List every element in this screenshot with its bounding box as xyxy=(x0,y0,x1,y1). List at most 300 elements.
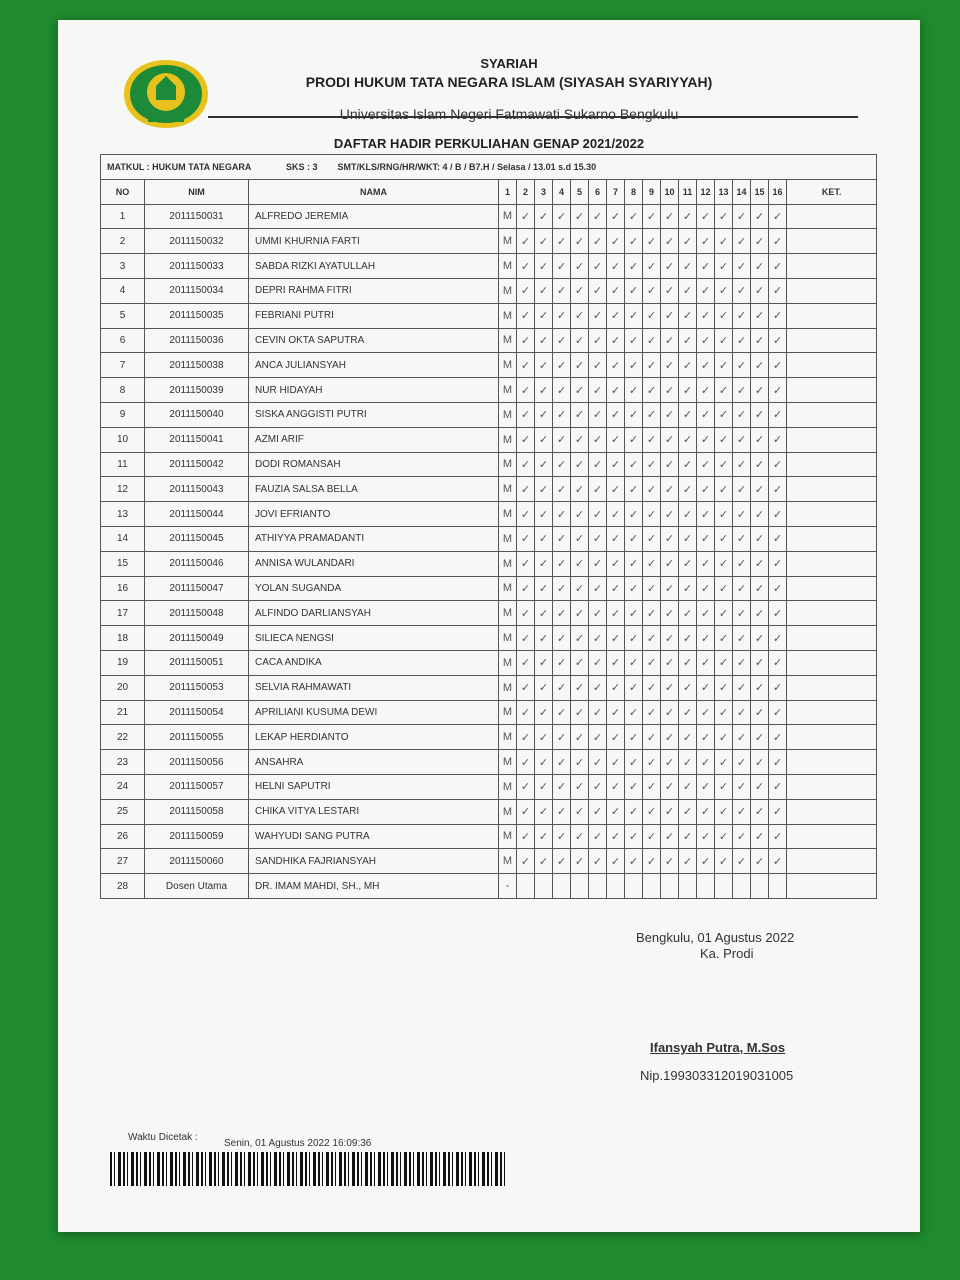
session-mark: M xyxy=(499,254,517,279)
session-empty xyxy=(733,874,751,899)
check-icon: ✓ xyxy=(535,526,553,551)
session-mark: M xyxy=(499,278,517,303)
check-icon: ✓ xyxy=(607,576,625,601)
university-heading: Universitas Islam Negeri Fatmawati Sukarno Bengkulu xyxy=(339,106,679,122)
check-icon: ✓ xyxy=(697,551,715,576)
check-icon: ✓ xyxy=(535,675,553,700)
check-icon: ✓ xyxy=(625,328,643,353)
col-session: 2 xyxy=(517,179,535,204)
check-icon: ✓ xyxy=(517,402,535,427)
check-icon: ✓ xyxy=(751,477,769,502)
session-empty xyxy=(643,874,661,899)
row-ket xyxy=(787,824,877,849)
check-icon: ✓ xyxy=(751,427,769,452)
check-icon: ✓ xyxy=(607,700,625,725)
row-name: WAHYUDI SANG PUTRA xyxy=(249,824,499,849)
check-icon: ✓ xyxy=(679,502,697,527)
row-no: 10 xyxy=(101,427,145,452)
check-icon: ✓ xyxy=(679,427,697,452)
check-icon: ✓ xyxy=(535,353,553,378)
check-icon: ✓ xyxy=(733,378,751,403)
check-icon: ✓ xyxy=(643,477,661,502)
check-icon: ✓ xyxy=(589,675,607,700)
row-no: 17 xyxy=(101,601,145,626)
session-mark: M xyxy=(499,204,517,229)
table-row xyxy=(101,303,877,328)
check-icon: ✓ xyxy=(661,204,679,229)
row-ket xyxy=(787,278,877,303)
table-row xyxy=(101,526,877,551)
check-icon: ✓ xyxy=(625,725,643,750)
check-icon: ✓ xyxy=(625,700,643,725)
check-icon: ✓ xyxy=(553,601,571,626)
check-icon: ✓ xyxy=(517,303,535,328)
table-row xyxy=(101,551,877,576)
session-empty xyxy=(625,874,643,899)
row-name: FAUZIA SALSA BELLA xyxy=(249,477,499,502)
check-icon: ✓ xyxy=(643,774,661,799)
row-no: 18 xyxy=(101,626,145,651)
check-icon: ✓ xyxy=(733,278,751,303)
check-icon: ✓ xyxy=(715,477,733,502)
check-icon: ✓ xyxy=(571,650,589,675)
check-icon: ✓ xyxy=(553,303,571,328)
header-rule xyxy=(208,116,858,118)
row-ket xyxy=(787,626,877,651)
check-icon: ✓ xyxy=(553,204,571,229)
check-icon: ✓ xyxy=(733,303,751,328)
check-icon: ✓ xyxy=(553,849,571,874)
check-icon: ✓ xyxy=(625,402,643,427)
check-icon: ✓ xyxy=(751,303,769,328)
check-icon: ✓ xyxy=(697,700,715,725)
check-icon: ✓ xyxy=(751,551,769,576)
check-icon: ✓ xyxy=(697,750,715,775)
session-mark: M xyxy=(499,378,517,403)
table-row xyxy=(101,204,877,229)
check-icon: ✓ xyxy=(643,750,661,775)
check-icon: ✓ xyxy=(751,328,769,353)
row-no: 15 xyxy=(101,551,145,576)
check-icon: ✓ xyxy=(643,353,661,378)
check-icon: ✓ xyxy=(517,229,535,254)
check-icon: ✓ xyxy=(589,650,607,675)
session-mark: - xyxy=(499,874,517,899)
col-session: 10 xyxy=(661,179,679,204)
check-icon: ✓ xyxy=(643,254,661,279)
check-icon: ✓ xyxy=(607,353,625,378)
check-icon: ✓ xyxy=(571,824,589,849)
barcode-icon xyxy=(110,1152,506,1186)
row-no: 28 xyxy=(101,874,145,899)
check-icon: ✓ xyxy=(517,526,535,551)
check-icon: ✓ xyxy=(589,849,607,874)
check-icon: ✓ xyxy=(697,353,715,378)
check-icon: ✓ xyxy=(643,402,661,427)
check-icon: ✓ xyxy=(661,427,679,452)
check-icon: ✓ xyxy=(517,353,535,378)
check-icon: ✓ xyxy=(589,502,607,527)
row-nim: 2011150054 xyxy=(145,700,249,725)
col-session: 13 xyxy=(715,179,733,204)
check-icon: ✓ xyxy=(517,204,535,229)
course-info-row xyxy=(101,155,877,180)
check-icon: ✓ xyxy=(751,278,769,303)
row-nim: 2011150048 xyxy=(145,601,249,626)
row-ket xyxy=(787,874,877,899)
check-icon: ✓ xyxy=(517,328,535,353)
session-empty xyxy=(535,874,553,899)
check-icon: ✓ xyxy=(571,328,589,353)
check-icon: ✓ xyxy=(697,650,715,675)
col-ket: KET. xyxy=(787,179,877,204)
check-icon: ✓ xyxy=(589,204,607,229)
check-icon: ✓ xyxy=(733,452,751,477)
check-icon: ✓ xyxy=(769,204,787,229)
check-icon: ✓ xyxy=(517,278,535,303)
check-icon: ✓ xyxy=(661,675,679,700)
check-icon: ✓ xyxy=(769,278,787,303)
check-icon: ✓ xyxy=(715,402,733,427)
check-icon: ✓ xyxy=(661,526,679,551)
check-icon: ✓ xyxy=(733,750,751,775)
table-row xyxy=(101,254,877,279)
check-icon: ✓ xyxy=(517,700,535,725)
check-icon: ✓ xyxy=(679,328,697,353)
check-icon: ✓ xyxy=(751,502,769,527)
check-icon: ✓ xyxy=(751,626,769,651)
session-empty xyxy=(715,874,733,899)
check-icon: ✓ xyxy=(517,254,535,279)
check-icon: ✓ xyxy=(661,229,679,254)
col-session: 7 xyxy=(607,179,625,204)
col-session: 3 xyxy=(535,179,553,204)
check-icon: ✓ xyxy=(697,378,715,403)
col-session: 6 xyxy=(589,179,607,204)
check-icon: ✓ xyxy=(625,378,643,403)
table-row xyxy=(101,799,877,824)
row-nim: 2011150049 xyxy=(145,626,249,651)
table-row xyxy=(101,229,877,254)
table-row xyxy=(101,502,877,527)
check-icon: ✓ xyxy=(607,601,625,626)
check-icon: ✓ xyxy=(715,675,733,700)
row-name: ANCA JULIANSYAH xyxy=(249,353,499,378)
row-name: ALFINDO DARLIANSYAH xyxy=(249,601,499,626)
check-icon: ✓ xyxy=(517,551,535,576)
table-row xyxy=(101,675,877,700)
check-icon: ✓ xyxy=(733,328,751,353)
row-ket xyxy=(787,576,877,601)
check-icon: ✓ xyxy=(535,576,553,601)
check-icon: ✓ xyxy=(643,229,661,254)
check-icon: ✓ xyxy=(535,452,553,477)
check-icon: ✓ xyxy=(661,303,679,328)
check-icon: ✓ xyxy=(679,576,697,601)
check-icon: ✓ xyxy=(535,477,553,502)
session-mark: M xyxy=(499,700,517,725)
table-row xyxy=(101,874,877,899)
check-icon: ✓ xyxy=(607,278,625,303)
check-icon: ✓ xyxy=(643,502,661,527)
check-icon: ✓ xyxy=(715,700,733,725)
check-icon: ✓ xyxy=(571,750,589,775)
check-icon: ✓ xyxy=(517,576,535,601)
check-icon: ✓ xyxy=(697,824,715,849)
check-icon: ✓ xyxy=(733,626,751,651)
check-icon: ✓ xyxy=(571,477,589,502)
check-icon: ✓ xyxy=(553,526,571,551)
check-icon: ✓ xyxy=(535,502,553,527)
check-icon: ✓ xyxy=(715,353,733,378)
check-icon: ✓ xyxy=(535,626,553,651)
check-icon: ✓ xyxy=(733,601,751,626)
check-icon: ✓ xyxy=(625,626,643,651)
check-icon: ✓ xyxy=(697,601,715,626)
session-mark: M xyxy=(499,849,517,874)
check-icon: ✓ xyxy=(751,750,769,775)
check-icon: ✓ xyxy=(553,576,571,601)
session-empty xyxy=(607,874,625,899)
row-name: DODI ROMANSAH xyxy=(249,452,499,477)
check-icon: ✓ xyxy=(715,278,733,303)
check-icon: ✓ xyxy=(571,353,589,378)
check-icon: ✓ xyxy=(715,725,733,750)
check-icon: ✓ xyxy=(769,229,787,254)
check-icon: ✓ xyxy=(643,452,661,477)
check-icon: ✓ xyxy=(751,229,769,254)
check-icon: ✓ xyxy=(733,725,751,750)
check-icon: ✓ xyxy=(733,576,751,601)
check-icon: ✓ xyxy=(607,750,625,775)
check-icon: ✓ xyxy=(607,402,625,427)
check-icon: ✓ xyxy=(733,402,751,427)
check-icon: ✓ xyxy=(553,725,571,750)
check-icon: ✓ xyxy=(715,328,733,353)
check-icon: ✓ xyxy=(625,204,643,229)
check-icon: ✓ xyxy=(715,626,733,651)
check-icon: ✓ xyxy=(733,427,751,452)
row-nim: 2011150046 xyxy=(145,551,249,576)
session-mark: M xyxy=(499,750,517,775)
check-icon: ✓ xyxy=(535,378,553,403)
check-icon: ✓ xyxy=(751,353,769,378)
check-icon: ✓ xyxy=(733,849,751,874)
check-icon: ✓ xyxy=(571,254,589,279)
col-session: 4 xyxy=(553,179,571,204)
row-no: 22 xyxy=(101,725,145,750)
row-name: SABDA RIZKI AYATULLAH xyxy=(249,254,499,279)
table-header-row xyxy=(101,179,877,204)
check-icon: ✓ xyxy=(715,229,733,254)
check-icon: ✓ xyxy=(769,700,787,725)
row-no: 8 xyxy=(101,378,145,403)
check-icon: ✓ xyxy=(553,799,571,824)
course-name: MATKUL : HUKUM TATA NEGARA xyxy=(107,161,251,172)
check-icon: ✓ xyxy=(571,526,589,551)
row-nim: Dosen Utama xyxy=(145,874,249,899)
row-nim: 2011150045 xyxy=(145,526,249,551)
check-icon: ✓ xyxy=(769,427,787,452)
check-icon: ✓ xyxy=(769,378,787,403)
row-name: SISKA ANGGISTI PUTRI xyxy=(249,402,499,427)
check-icon: ✓ xyxy=(697,303,715,328)
session-mark: M xyxy=(499,328,517,353)
row-no: 6 xyxy=(101,328,145,353)
check-icon: ✓ xyxy=(715,849,733,874)
check-icon: ✓ xyxy=(589,824,607,849)
row-name: ANNISA WULANDARI xyxy=(249,551,499,576)
check-icon: ✓ xyxy=(643,328,661,353)
col-session: 9 xyxy=(643,179,661,204)
check-icon: ✓ xyxy=(535,303,553,328)
check-icon: ✓ xyxy=(607,849,625,874)
check-icon: ✓ xyxy=(607,675,625,700)
row-nim: 2011150041 xyxy=(145,427,249,452)
check-icon: ✓ xyxy=(697,477,715,502)
check-icon: ✓ xyxy=(769,675,787,700)
check-icon: ✓ xyxy=(733,229,751,254)
session-mark: M xyxy=(499,477,517,502)
check-icon: ✓ xyxy=(715,378,733,403)
check-icon: ✓ xyxy=(715,750,733,775)
session-mark: M xyxy=(499,601,517,626)
check-icon: ✓ xyxy=(769,526,787,551)
check-icon: ✓ xyxy=(679,551,697,576)
row-nim: 2011150031 xyxy=(145,204,249,229)
check-icon: ✓ xyxy=(751,849,769,874)
check-icon: ✓ xyxy=(679,402,697,427)
check-icon: ✓ xyxy=(589,278,607,303)
check-icon: ✓ xyxy=(571,675,589,700)
check-icon: ✓ xyxy=(679,204,697,229)
check-icon: ✓ xyxy=(589,551,607,576)
check-icon: ✓ xyxy=(733,700,751,725)
check-icon: ✓ xyxy=(643,378,661,403)
check-icon: ✓ xyxy=(535,650,553,675)
row-name: CEVIN OKTA SAPUTRA xyxy=(249,328,499,353)
col-session: 16 xyxy=(769,179,787,204)
check-icon: ✓ xyxy=(697,328,715,353)
col-session: 5 xyxy=(571,179,589,204)
check-icon: ✓ xyxy=(553,254,571,279)
check-icon: ✓ xyxy=(661,278,679,303)
check-icon: ✓ xyxy=(535,254,553,279)
check-icon: ✓ xyxy=(697,576,715,601)
check-icon: ✓ xyxy=(535,551,553,576)
check-icon: ✓ xyxy=(535,824,553,849)
table-row xyxy=(101,576,877,601)
check-icon: ✓ xyxy=(571,774,589,799)
check-icon: ✓ xyxy=(625,601,643,626)
row-nim: 2011150042 xyxy=(145,452,249,477)
check-icon: ✓ xyxy=(643,551,661,576)
check-icon: ✓ xyxy=(589,700,607,725)
row-ket xyxy=(787,675,877,700)
table-row xyxy=(101,725,877,750)
check-icon: ✓ xyxy=(715,427,733,452)
table-row xyxy=(101,353,877,378)
session-mark: M xyxy=(499,725,517,750)
col-session: 11 xyxy=(679,179,697,204)
row-name: YOLAN SUGANDA xyxy=(249,576,499,601)
check-icon: ✓ xyxy=(733,254,751,279)
check-icon: ✓ xyxy=(769,402,787,427)
check-icon: ✓ xyxy=(553,824,571,849)
check-icon: ✓ xyxy=(553,626,571,651)
document-title: DAFTAR HADIR PERKULIAHAN GENAP 2021/2022 xyxy=(333,136,645,151)
sign-role: Ka. Prodi xyxy=(700,946,754,961)
row-ket xyxy=(787,254,877,279)
course-schedule: SMT/KLS/RNG/HR/WKT: 4 / B / B7.H / Selasa / 13.01 s.d 15.30 xyxy=(337,161,597,172)
row-ket xyxy=(787,378,877,403)
row-ket xyxy=(787,725,877,750)
check-icon: ✓ xyxy=(625,526,643,551)
row-no: 24 xyxy=(101,774,145,799)
check-icon: ✓ xyxy=(661,750,679,775)
row-no: 12 xyxy=(101,477,145,502)
row-ket xyxy=(787,650,877,675)
check-icon: ✓ xyxy=(751,204,769,229)
check-icon: ✓ xyxy=(733,353,751,378)
check-icon: ✓ xyxy=(679,750,697,775)
col-nama: NAMA xyxy=(249,179,499,204)
session-empty xyxy=(679,874,697,899)
row-nim: 2011150032 xyxy=(145,229,249,254)
check-icon: ✓ xyxy=(571,378,589,403)
check-icon: ✓ xyxy=(679,774,697,799)
check-icon: ✓ xyxy=(697,675,715,700)
check-icon: ✓ xyxy=(517,774,535,799)
check-icon: ✓ xyxy=(589,303,607,328)
attendance-sheet xyxy=(58,20,920,1232)
row-no: 25 xyxy=(101,799,145,824)
print-label: Waktu Dicetak : xyxy=(128,1132,198,1143)
check-icon: ✓ xyxy=(769,502,787,527)
check-icon: ✓ xyxy=(661,849,679,874)
check-icon: ✓ xyxy=(643,427,661,452)
check-icon: ✓ xyxy=(661,799,679,824)
check-icon: ✓ xyxy=(607,427,625,452)
col-session: 15 xyxy=(751,179,769,204)
check-icon: ✓ xyxy=(589,526,607,551)
check-icon: ✓ xyxy=(625,452,643,477)
row-name: ANSAHRA xyxy=(249,750,499,775)
session-mark: M xyxy=(499,650,517,675)
session-empty xyxy=(751,874,769,899)
row-no: 13 xyxy=(101,502,145,527)
row-ket xyxy=(787,774,877,799)
check-icon: ✓ xyxy=(589,427,607,452)
check-icon: ✓ xyxy=(679,799,697,824)
check-icon: ✓ xyxy=(679,700,697,725)
check-icon: ✓ xyxy=(535,278,553,303)
attendance-table xyxy=(100,154,877,899)
check-icon: ✓ xyxy=(661,502,679,527)
check-icon: ✓ xyxy=(535,799,553,824)
check-icon: ✓ xyxy=(571,427,589,452)
check-icon: ✓ xyxy=(697,278,715,303)
row-no: 26 xyxy=(101,824,145,849)
check-icon: ✓ xyxy=(733,502,751,527)
table-row xyxy=(101,328,877,353)
check-icon: ✓ xyxy=(661,650,679,675)
row-name: APRILIANI KUSUMA DEWI xyxy=(249,700,499,725)
row-name: DR. IMAM MAHDI, SH., MH xyxy=(249,874,499,899)
sign-place-date: Bengkulu, 01 Agustus 2022 xyxy=(636,930,795,945)
session-mark: M xyxy=(499,303,517,328)
session-mark: M xyxy=(499,551,517,576)
